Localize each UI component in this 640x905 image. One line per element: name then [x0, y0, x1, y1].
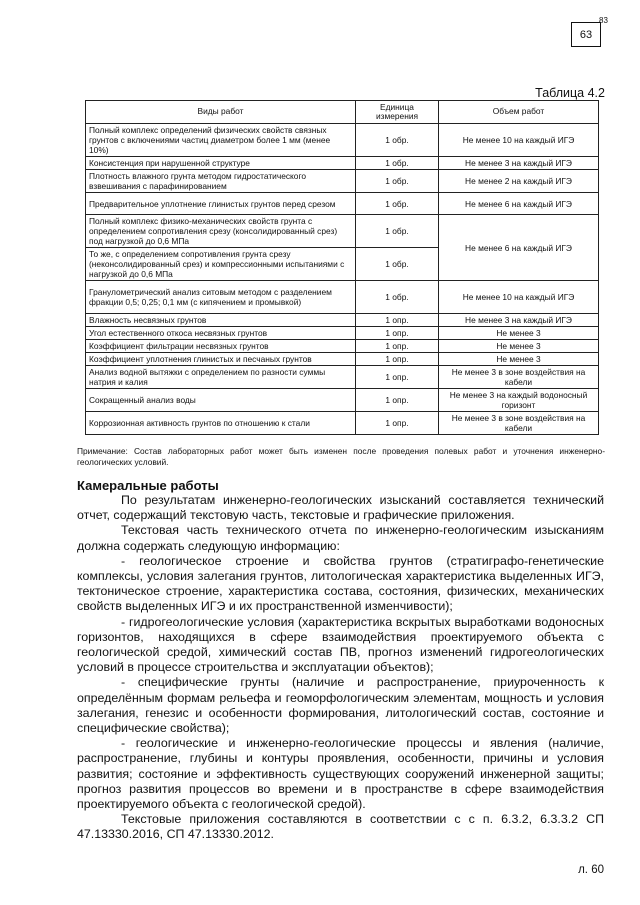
cell-work-type: Гранулометрический анализ ситовым методом с разделением фракции 0,5; 0,25; 0,1 мм (с кипячением и промывкой)	[86, 281, 356, 314]
section-heading: Камеральные работы	[77, 478, 219, 493]
table-row	[86, 170, 599, 193]
cell-unit: 1 обр.	[356, 281, 439, 314]
header-work-type: Виды работ	[86, 101, 356, 124]
paragraph: Текстовые приложения составляются в соответствии с с п. 6.3.2, 6.3.3.2 СП 47.13330.2016, СП 47.13330.2012.	[77, 812, 604, 842]
cell-volume: Не менее 10 на каждый ИГЭ	[439, 281, 599, 314]
table-row	[86, 193, 599, 215]
cell-work-type: Влажность несвязных грунтов	[86, 314, 356, 327]
cell-unit: 1 обр.	[356, 193, 439, 215]
table-row	[86, 215, 599, 248]
cell-unit: 1 обр.	[356, 124, 439, 157]
list-item: - геологическое строение и свойства грунтов (стратиграфо-генетические комплексы, условия залегания грунтов, литологическая характеристика выделенных ИГЭ, тектоническое строение, характеристика состава, состояния, физических, механических свойств выделенных ИГЭ и их пространственной изменчивости);	[77, 553, 604, 614]
paragraph: По результатам инженерно-геологических изысканий составляется технический отчет, содержащий текстовую часть, текстовые и графические приложения.	[77, 493, 604, 523]
cell-unit: 1 опр.	[356, 340, 439, 353]
lab-works-table	[85, 100, 599, 435]
table-row	[86, 327, 599, 340]
cell-unit: 1 обр.	[356, 215, 439, 248]
cell-unit: 1 опр.	[356, 314, 439, 327]
cell-volume: Не менее 3	[439, 340, 599, 353]
list-item: - геологические и инженерно-геологические процессы и явления (наличие, распространение, глубины и контуры проявления, особенности, причины и условия развития; состояние и эффективность существующих сооружений инженерной защиты; прогноз развития процессов во времени и в пространстве в сфере взаимодействия проектируемого объекта с геологической средой).	[77, 736, 604, 812]
header-unit: Единица измерения	[356, 101, 439, 124]
cell-work-type: Коэффициент уплотнения глинистых и песчаных грунтов	[86, 353, 356, 366]
cell-work-type: Анализ водной вытяжки с определением по разности суммы натрия и калия	[86, 366, 356, 389]
cell-work-type: То же, с определением сопротивления грунта срезу (неконсолидированный срез) и компрессионными испытаниями с нагрузкой до 0,6 МПа	[86, 248, 356, 281]
table-header-row	[86, 101, 599, 124]
header-volume: Объем работ	[439, 101, 599, 124]
table-row	[86, 124, 599, 157]
cell-volume: Не менее 3 на каждый ИГЭ	[439, 314, 599, 327]
cell-volume: Не менее 6 на каждый ИГЭ	[439, 215, 599, 281]
table-note: Примечание: Состав лабораторных работ может быть изменен после проведения полевых работ и уточнения инженерно-геологических условий.	[77, 446, 605, 467]
cell-volume: Не менее 10 на каждый ИГЭ	[439, 124, 599, 157]
cell-volume: Не менее 3	[439, 327, 599, 340]
page-number-small: 83	[599, 16, 608, 25]
cell-work-type: Коэффициент фильтрации несвязных грунтов	[86, 340, 356, 353]
table-row	[86, 366, 599, 389]
cell-unit: 1 опр.	[356, 412, 439, 435]
cell-work-type: Угол естественного откоса несвязных грунтов	[86, 327, 356, 340]
cell-work-type: Плотность влажного грунта методом гидростатического взвешивания с парафинированием	[86, 170, 356, 193]
cell-work-type: Полный комплекс физико-механических свойств грунта с определением сопротивления срезу (консолидированный срез) под нагрузкой до 0,6 МПа	[86, 215, 356, 248]
cell-unit: 1 обр.	[356, 170, 439, 193]
table-row	[86, 412, 599, 435]
table-caption: Таблица 4.2	[535, 86, 605, 100]
footer-page-label: л. 60	[578, 864, 604, 876]
cell-work-type: Коррозионная активность грунтов по отношению к стали	[86, 412, 356, 435]
cell-unit: 1 опр.	[356, 366, 439, 389]
cell-volume: Не менее 3 на каждый ИГЭ	[439, 157, 599, 170]
cell-unit: 1 обр.	[356, 248, 439, 281]
cell-unit: 1 обр.	[356, 157, 439, 170]
cell-volume: Не менее 3 в зоне воздействия на кабели	[439, 412, 599, 435]
cell-volume: Не менее 2 на каждый ИГЭ	[439, 170, 599, 193]
table-row	[86, 340, 599, 353]
table-row	[86, 157, 599, 170]
cell-work-type: Предварительное уплотнение глинистых грунтов перед срезом	[86, 193, 356, 215]
table-row	[86, 353, 599, 366]
table-row	[86, 314, 599, 327]
list-item: - специфические грунты (наличие и распространение, приуроченность к определённым формам рельефа и геоморфологическим элементам, мощность и условия залегания, генезис и особенности формирования, литологический состав, состояние и специфические свойства);	[77, 675, 604, 736]
list-item: - гидрогеологические условия (характеристика вскрытых выработками водоносных горизонтов, находящихся в сфере взаимодействия проектируемого объекта с геологической средой, химический состав ПВ, прогноз изменений гидрогеологических условий в процессе строительства и эксплуатации объектов);	[77, 614, 604, 675]
table-row	[86, 389, 599, 412]
cell-work-type: Консистенция при нарушенной структуре	[86, 157, 356, 170]
cell-unit: 1 опр.	[356, 353, 439, 366]
cell-volume: Не менее 6 на каждый ИГЭ	[439, 193, 599, 215]
cell-work-type: Сокращенный анализ воды	[86, 389, 356, 412]
paragraph: Текстовая часть технического отчета по инженерно-геологическим изысканиям должна содержать следующую информацию:	[77, 523, 604, 553]
cell-work-type: Полный комплекс определений физических свойств связных грунтов с включениями частиц диаметром более 1 мм (менее 10%)	[86, 124, 356, 157]
cell-volume: Не менее 3	[439, 353, 599, 366]
cell-volume: Не менее 3 на каждый водоносный горизонт	[439, 389, 599, 412]
body-text	[77, 493, 604, 843]
page-number-box: 63	[571, 22, 601, 47]
table-row	[86, 281, 599, 314]
cell-unit: 1 опр.	[356, 327, 439, 340]
cell-volume: Не менее 3 в зоне воздействия на кабели	[439, 366, 599, 389]
cell-unit: 1 опр.	[356, 389, 439, 412]
